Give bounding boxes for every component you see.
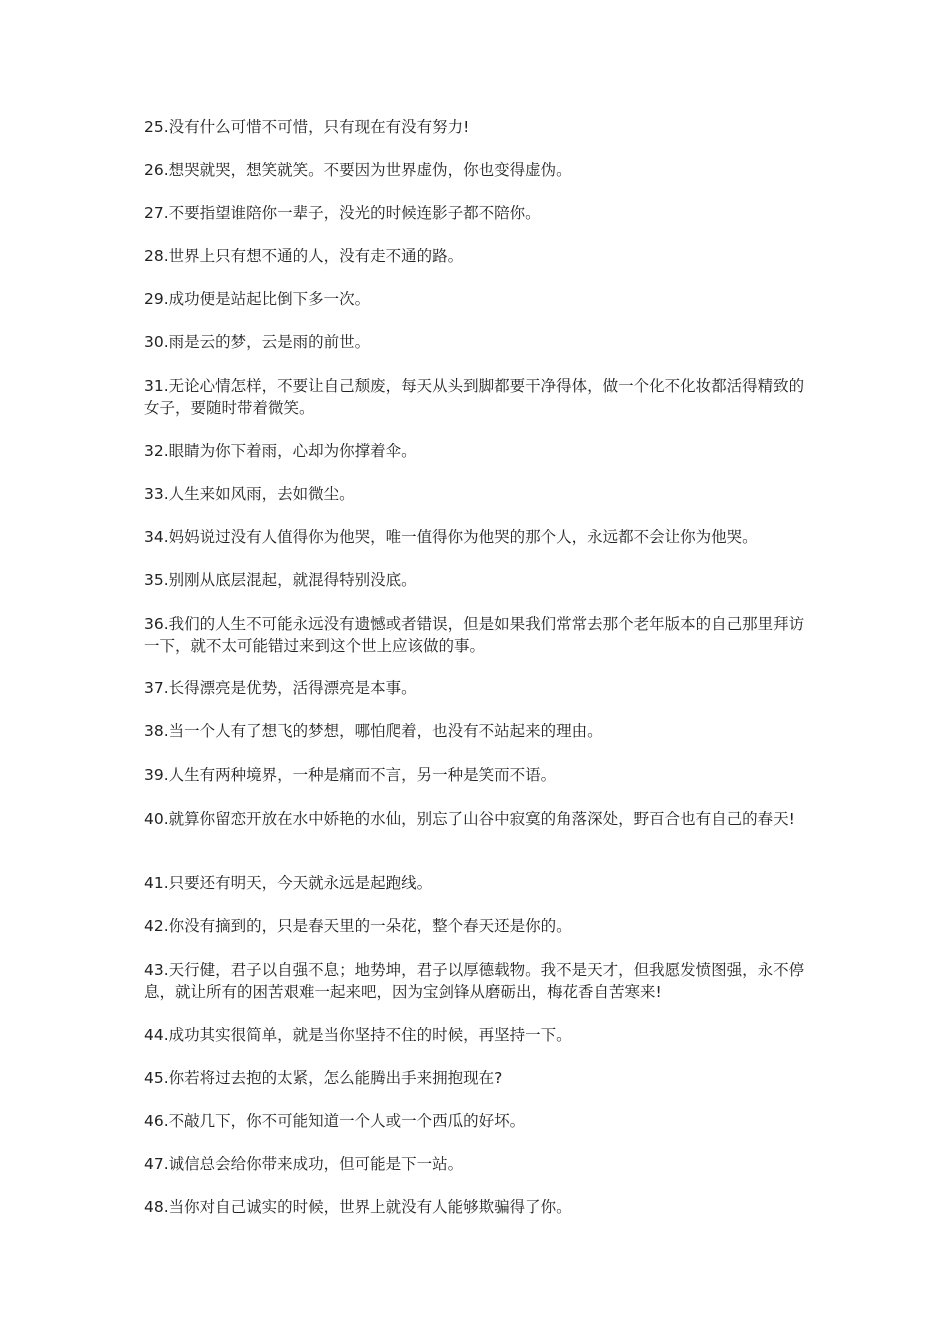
quote-29: 29.成功便是站起比倒下多一次。: [144, 290, 371, 308]
quote-34: 34.妈妈说过没有人值得你为他哭，唯一值得你为他哭的那个人，永远都不会让你为他哭。: [144, 528, 758, 546]
quote-41: 41.只要还有明天，今天就永远是起跑线。: [144, 874, 433, 892]
quote-39: 39.人生有两种境界，一种是痛而不言，另一种是笑而不语。: [144, 766, 557, 784]
quote-48: 48.当你对自己诚实的时候，世界上就没有人能够欺骗得了你。: [144, 1198, 572, 1216]
quote-30: 30.雨是云的梦，云是雨的前世。: [144, 333, 371, 351]
quote-38: 38.当一个人有了想飞的梦想，哪怕爬着，也没有不站起来的理由。: [144, 722, 603, 740]
quote-26: 26.想哭就哭，想笑就笑。不要因为世界虚伪，你也变得虚伪。: [144, 161, 572, 179]
quote-46: 46.不敲几下，你不可能知道一个人或一个西瓜的好坏。: [144, 1112, 526, 1130]
quote-44: 44.成功其实很简单，就是当你坚持不住的时候，再坚持一下。: [144, 1026, 572, 1044]
quote-28: 28.世界上只有想不通的人，没有走不通的路。: [144, 247, 464, 265]
quote-40: 40.就算你留恋开放在水中娇艳的水仙，别忘了山谷中寂寞的角落深处，野百合也有自己的春天!: [144, 810, 795, 828]
quote-36: 36.我们的人生不可能永远没有遗憾或者错误，但是如果我们常常去那个老年版本的自己那里拜访一下，就不太可能错过来到这个世上应该做的事。: [144, 615, 805, 655]
quote-37: 37.长得漂亮是优势，活得漂亮是本事。: [144, 679, 417, 697]
quote-43: 43.天行健，君子以自强不息；地势坤，君子以厚德载物。我不是天才，但我愿发愤图强，永不停息，就让所有的困苦艰难一起来吧，因为宝剑锋从磨砺出，梅花香自苦寒来!: [144, 961, 805, 1001]
quote-32: 32.眼睛为你下着雨，心却为你撑着伞。: [144, 442, 417, 460]
quote-25: 25.没有什么可惜不可惜，只有现在有没有努力!: [144, 118, 470, 136]
quote-27: 27.不要指望谁陪你一辈子，没光的时候连影子都不陪你。: [144, 204, 541, 222]
quote-35: 35.别刚从底层混起，就混得特别没底。: [144, 571, 417, 589]
quote-47: 47.诚信总会给你带来成功，但可能是下一站。: [144, 1155, 464, 1173]
quote-31: 31.无论心情怎样，不要让自己颓废，每天从头到脚都要干净得体，做一个化不化妆都活得精致的女子，要随时带着微笑。: [144, 377, 805, 417]
quote-42: 42.你没有摘到的，只是春天里的一朵花，整个春天还是你的。: [144, 917, 572, 935]
quote-33: 33.人生来如风雨，去如微尘。: [144, 485, 355, 503]
quote-45: 45.你若将过去抱的太紧，怎么能腾出手来拥抱现在?: [144, 1069, 503, 1087]
